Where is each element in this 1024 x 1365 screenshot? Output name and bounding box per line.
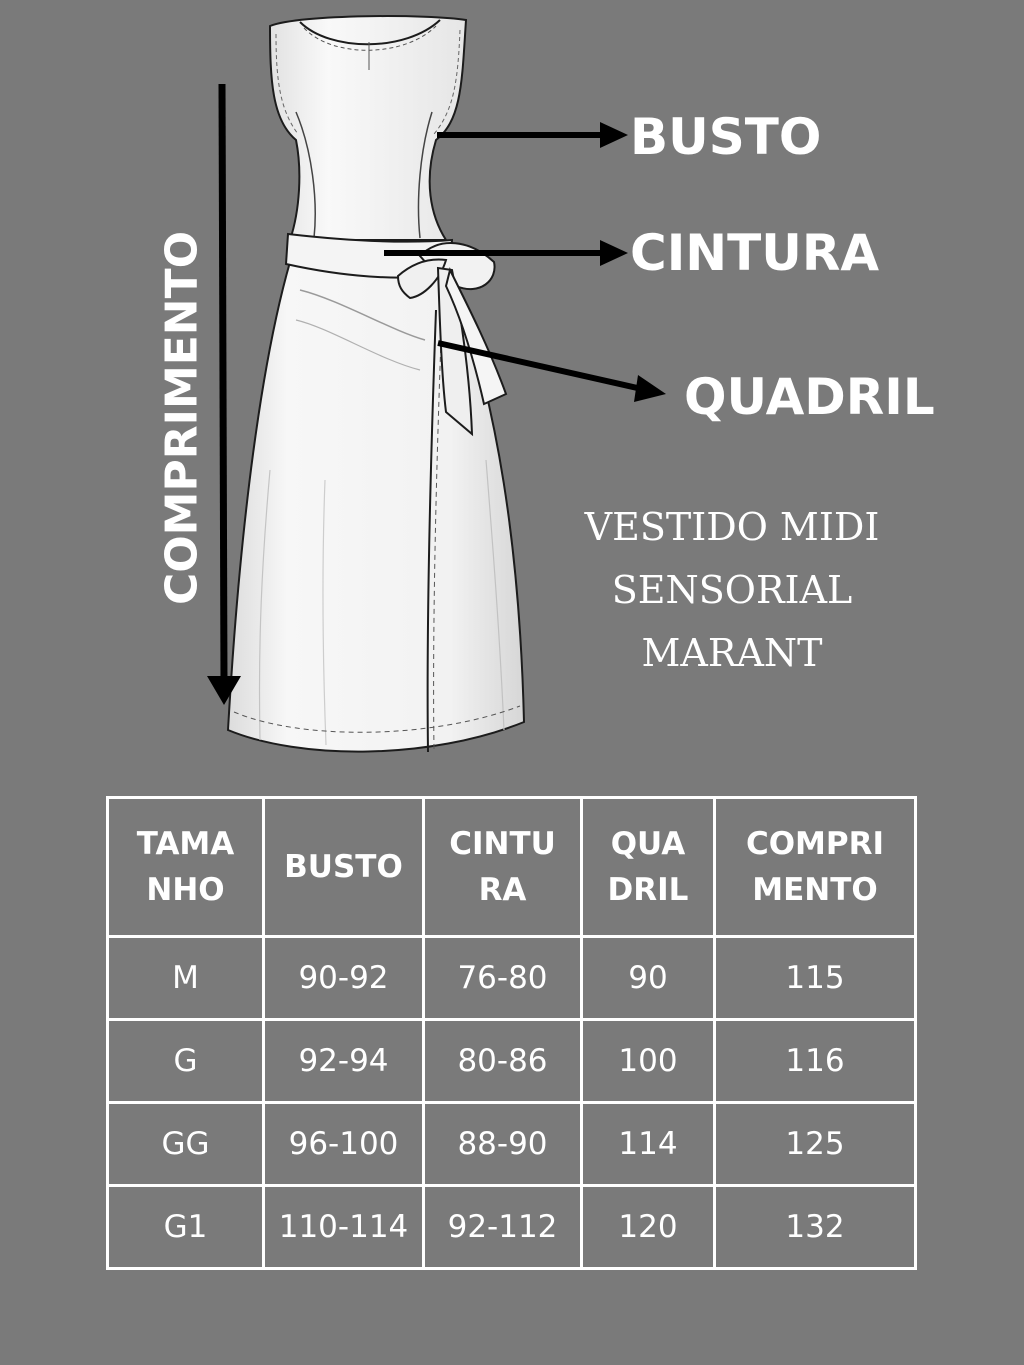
header-line: DRIL [607,872,689,908]
table-cell-cintura: 88-90 [424,1103,582,1186]
table-cell-cintura: 92-112 [424,1186,582,1269]
table-cell-busto: 92-94 [264,1020,424,1103]
busto-label: BUSTO [630,108,822,166]
table-cell-quadril: 90 [582,937,715,1020]
header-line: MENTO [752,872,878,908]
product-title [560,496,904,685]
table-cell-quadril: 120 [582,1186,715,1269]
product-title-line: MARANT [641,631,823,675]
table-cell-size: GG [108,1103,264,1186]
header-line: NHO [146,872,225,908]
header-line: QUA [610,826,686,862]
table-cell-size: G [108,1020,264,1103]
table-row [108,1020,916,1103]
quadril-label: QUADRIL [684,368,935,426]
table-cell-size: M [108,937,264,1020]
table-cell-quadril: 100 [582,1020,715,1103]
product-title-line: SENSORIAL [611,568,853,612]
header-line: CINTU [449,826,556,862]
table-cell-busto: 96-100 [264,1103,424,1186]
header-line: COMPRI [745,826,885,862]
table-cell-comprimento: 115 [715,937,916,1020]
table-row [108,937,916,1020]
table-cell-comprimento: 132 [715,1186,916,1269]
product-title-line: VESTIDO MIDI [584,505,880,549]
dress-bodice [270,16,466,240]
table-cell-busto: 110-114 [264,1186,424,1269]
table-cell-cintura: 80-86 [424,1020,582,1103]
table-cell-cintura: 76-80 [424,937,582,1020]
table-cell-comprimento: 125 [715,1103,916,1186]
header-line: BUSTO [284,849,403,885]
size-table [106,796,917,1270]
table-header-row [108,798,916,937]
header-line: TAMA [136,826,235,862]
header-line: RA [478,872,527,908]
header-cintura [424,798,582,937]
header-busto [264,798,424,937]
busto-arrow [437,122,628,148]
table-row [108,1186,916,1269]
comprimento-label: COMPRIMENTO [156,230,208,606]
header-comprimento [715,798,916,937]
table-cell-size: G1 [108,1186,264,1269]
cintura-label: CINTURA [630,224,880,282]
table-row [108,1103,916,1186]
header-quadril [582,798,715,937]
table-cell-quadril: 114 [582,1103,715,1186]
table-cell-busto: 90-92 [264,937,424,1020]
header-tamanho [108,798,264,937]
table-cell-comprimento: 116 [715,1020,916,1103]
